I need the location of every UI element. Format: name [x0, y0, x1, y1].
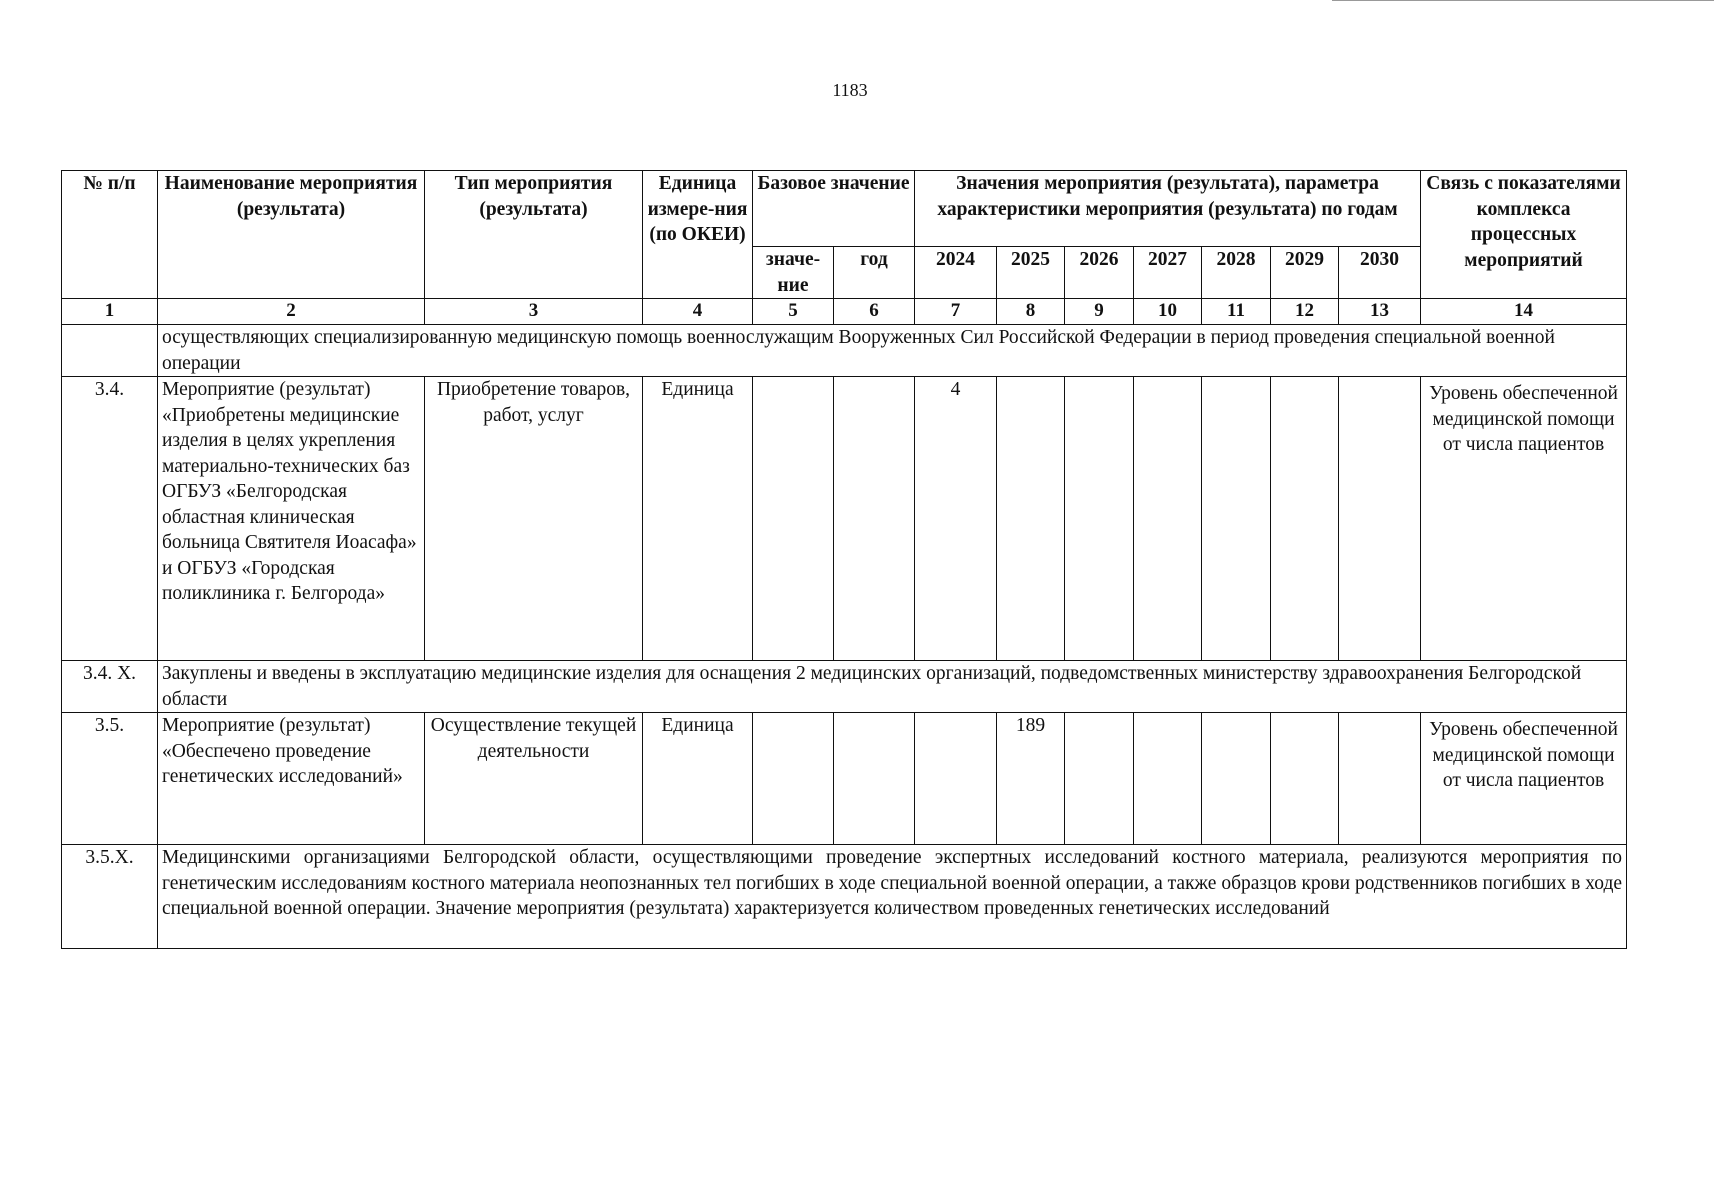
table-row-3-5-x	[62, 845, 1627, 949]
header-year-2029: 2029	[1271, 247, 1339, 299]
col-number: 4	[643, 299, 753, 325]
row-value-2026	[1065, 713, 1134, 845]
col-number: 13	[1339, 299, 1421, 325]
row-type: Осуществление текущей деятельности	[425, 713, 643, 845]
row-num: 3.5.	[62, 713, 158, 845]
row-value-2028	[1202, 377, 1271, 661]
measures-table	[61, 170, 1627, 949]
table-row-3-5	[62, 713, 1627, 845]
header-values-by-year: Значения мероприятия (результата), параметра характеристики мероприятия (результата) по годам	[915, 171, 1421, 247]
header-year-2027: 2027	[1134, 247, 1202, 299]
header-year-2030: 2030	[1339, 247, 1421, 299]
scan-edge-line	[1332, 0, 1714, 1]
col-number: 8	[997, 299, 1065, 325]
header-year-2026: 2026	[1065, 247, 1134, 299]
row-value-2030	[1339, 377, 1421, 661]
header-year-2024: 2024	[915, 247, 997, 299]
row-value-2029	[1271, 713, 1339, 845]
row-link: Уровень обеспеченной медицинской помощи от числа пациентов	[1421, 377, 1627, 661]
row-link: Уровень обеспеченной медицинской помощи от числа пациентов	[1421, 713, 1627, 845]
col-number: 3	[425, 299, 643, 325]
row-num: 3.5.Х.	[62, 845, 158, 949]
page-number: 1183	[832, 80, 868, 100]
row-description: Закуплены и введены в эксплуатацию медицинские изделия для оснащения 2 медицинских организаций, подведомственных министерству здравоохранения Белгородской области	[158, 661, 1627, 713]
row-value-2024: 4	[915, 377, 997, 661]
row-name: Мероприятие (результат) «Приобретены медицинские изделия в целях укрепления материально-технических баз ОГБУЗ «Белгородская областная клиническая больница Святителя Иоасафа» и ОГБУЗ «Городская поликлиника г. Белгорода»	[158, 377, 425, 661]
row-value-2029	[1271, 377, 1339, 661]
row-type: Приобретение товаров, работ, услуг	[425, 377, 643, 661]
row-value-2027	[1134, 713, 1202, 845]
row-base-year	[834, 713, 915, 845]
col-number: 6	[834, 299, 915, 325]
row-value-2024	[915, 713, 997, 845]
row-base-value	[753, 713, 834, 845]
header-type: Тип мероприятия (результата)	[425, 171, 643, 299]
row-unit: Единица	[643, 713, 753, 845]
row-num: 3.4. Х.	[62, 661, 158, 713]
col-number: 2	[158, 299, 425, 325]
col-number: 1	[62, 299, 158, 325]
row-num: 3.4.	[62, 377, 158, 661]
table-row-3-4-x	[62, 661, 1627, 713]
header-base-year: год	[834, 247, 915, 299]
row-value-2025	[997, 377, 1065, 661]
header-year-2028: 2028	[1202, 247, 1271, 299]
continuation-num	[62, 325, 158, 377]
table-row-3-4	[62, 377, 1627, 661]
col-number: 5	[753, 299, 834, 325]
col-number: 7	[915, 299, 997, 325]
header-base-value: значе-ние	[753, 247, 834, 299]
col-number: 12	[1271, 299, 1339, 325]
header-unit: Единица измере-ния (по ОКЕИ)	[643, 171, 753, 299]
row-value-2030	[1339, 713, 1421, 845]
col-number: 11	[1202, 299, 1271, 325]
row-unit: Единица	[643, 377, 753, 661]
col-number: 10	[1134, 299, 1202, 325]
header-base: Базовое значение	[753, 171, 915, 247]
header-num: № п/п	[62, 171, 158, 299]
col-number: 9	[1065, 299, 1134, 325]
row-description: Медицинскими организациями Белгородской области, осуществляющими проведение экспертных исследований костного материала, реализуются мероприятия по генетическим исследованиям костного материала неопознанных тел погибших в ходе специальной военной операции, а также образцов крови родственников погибших в ходе специальной военной операции. Значение мероприятия (результата) характеризуется количеством проведенных генетических исследований	[158, 845, 1627, 949]
row-value-2027	[1134, 377, 1202, 661]
header-link: Связь с показателями комплекса процессных мероприятий	[1421, 171, 1627, 299]
continuation-row	[62, 325, 1627, 377]
header-row-1	[62, 171, 1627, 247]
row-value-2028	[1202, 713, 1271, 845]
row-base-year	[834, 377, 915, 661]
row-base-value	[753, 377, 834, 661]
row-value-2026	[1065, 377, 1134, 661]
header-year-2025: 2025	[997, 247, 1065, 299]
header-name: Наименование мероприятия (результата)	[158, 171, 425, 299]
col-number: 14	[1421, 299, 1627, 325]
row-value-2025: 189	[997, 713, 1065, 845]
column-number-row	[62, 299, 1627, 325]
row-name: Мероприятие (результат) «Обеспечено проведение генетических исследований»	[158, 713, 425, 845]
continuation-text: осуществляющих специализированную медицинскую помощь военнослужащим Вооруженных Сил Российской Федерации в период проведения специальной военной операции	[158, 325, 1627, 377]
